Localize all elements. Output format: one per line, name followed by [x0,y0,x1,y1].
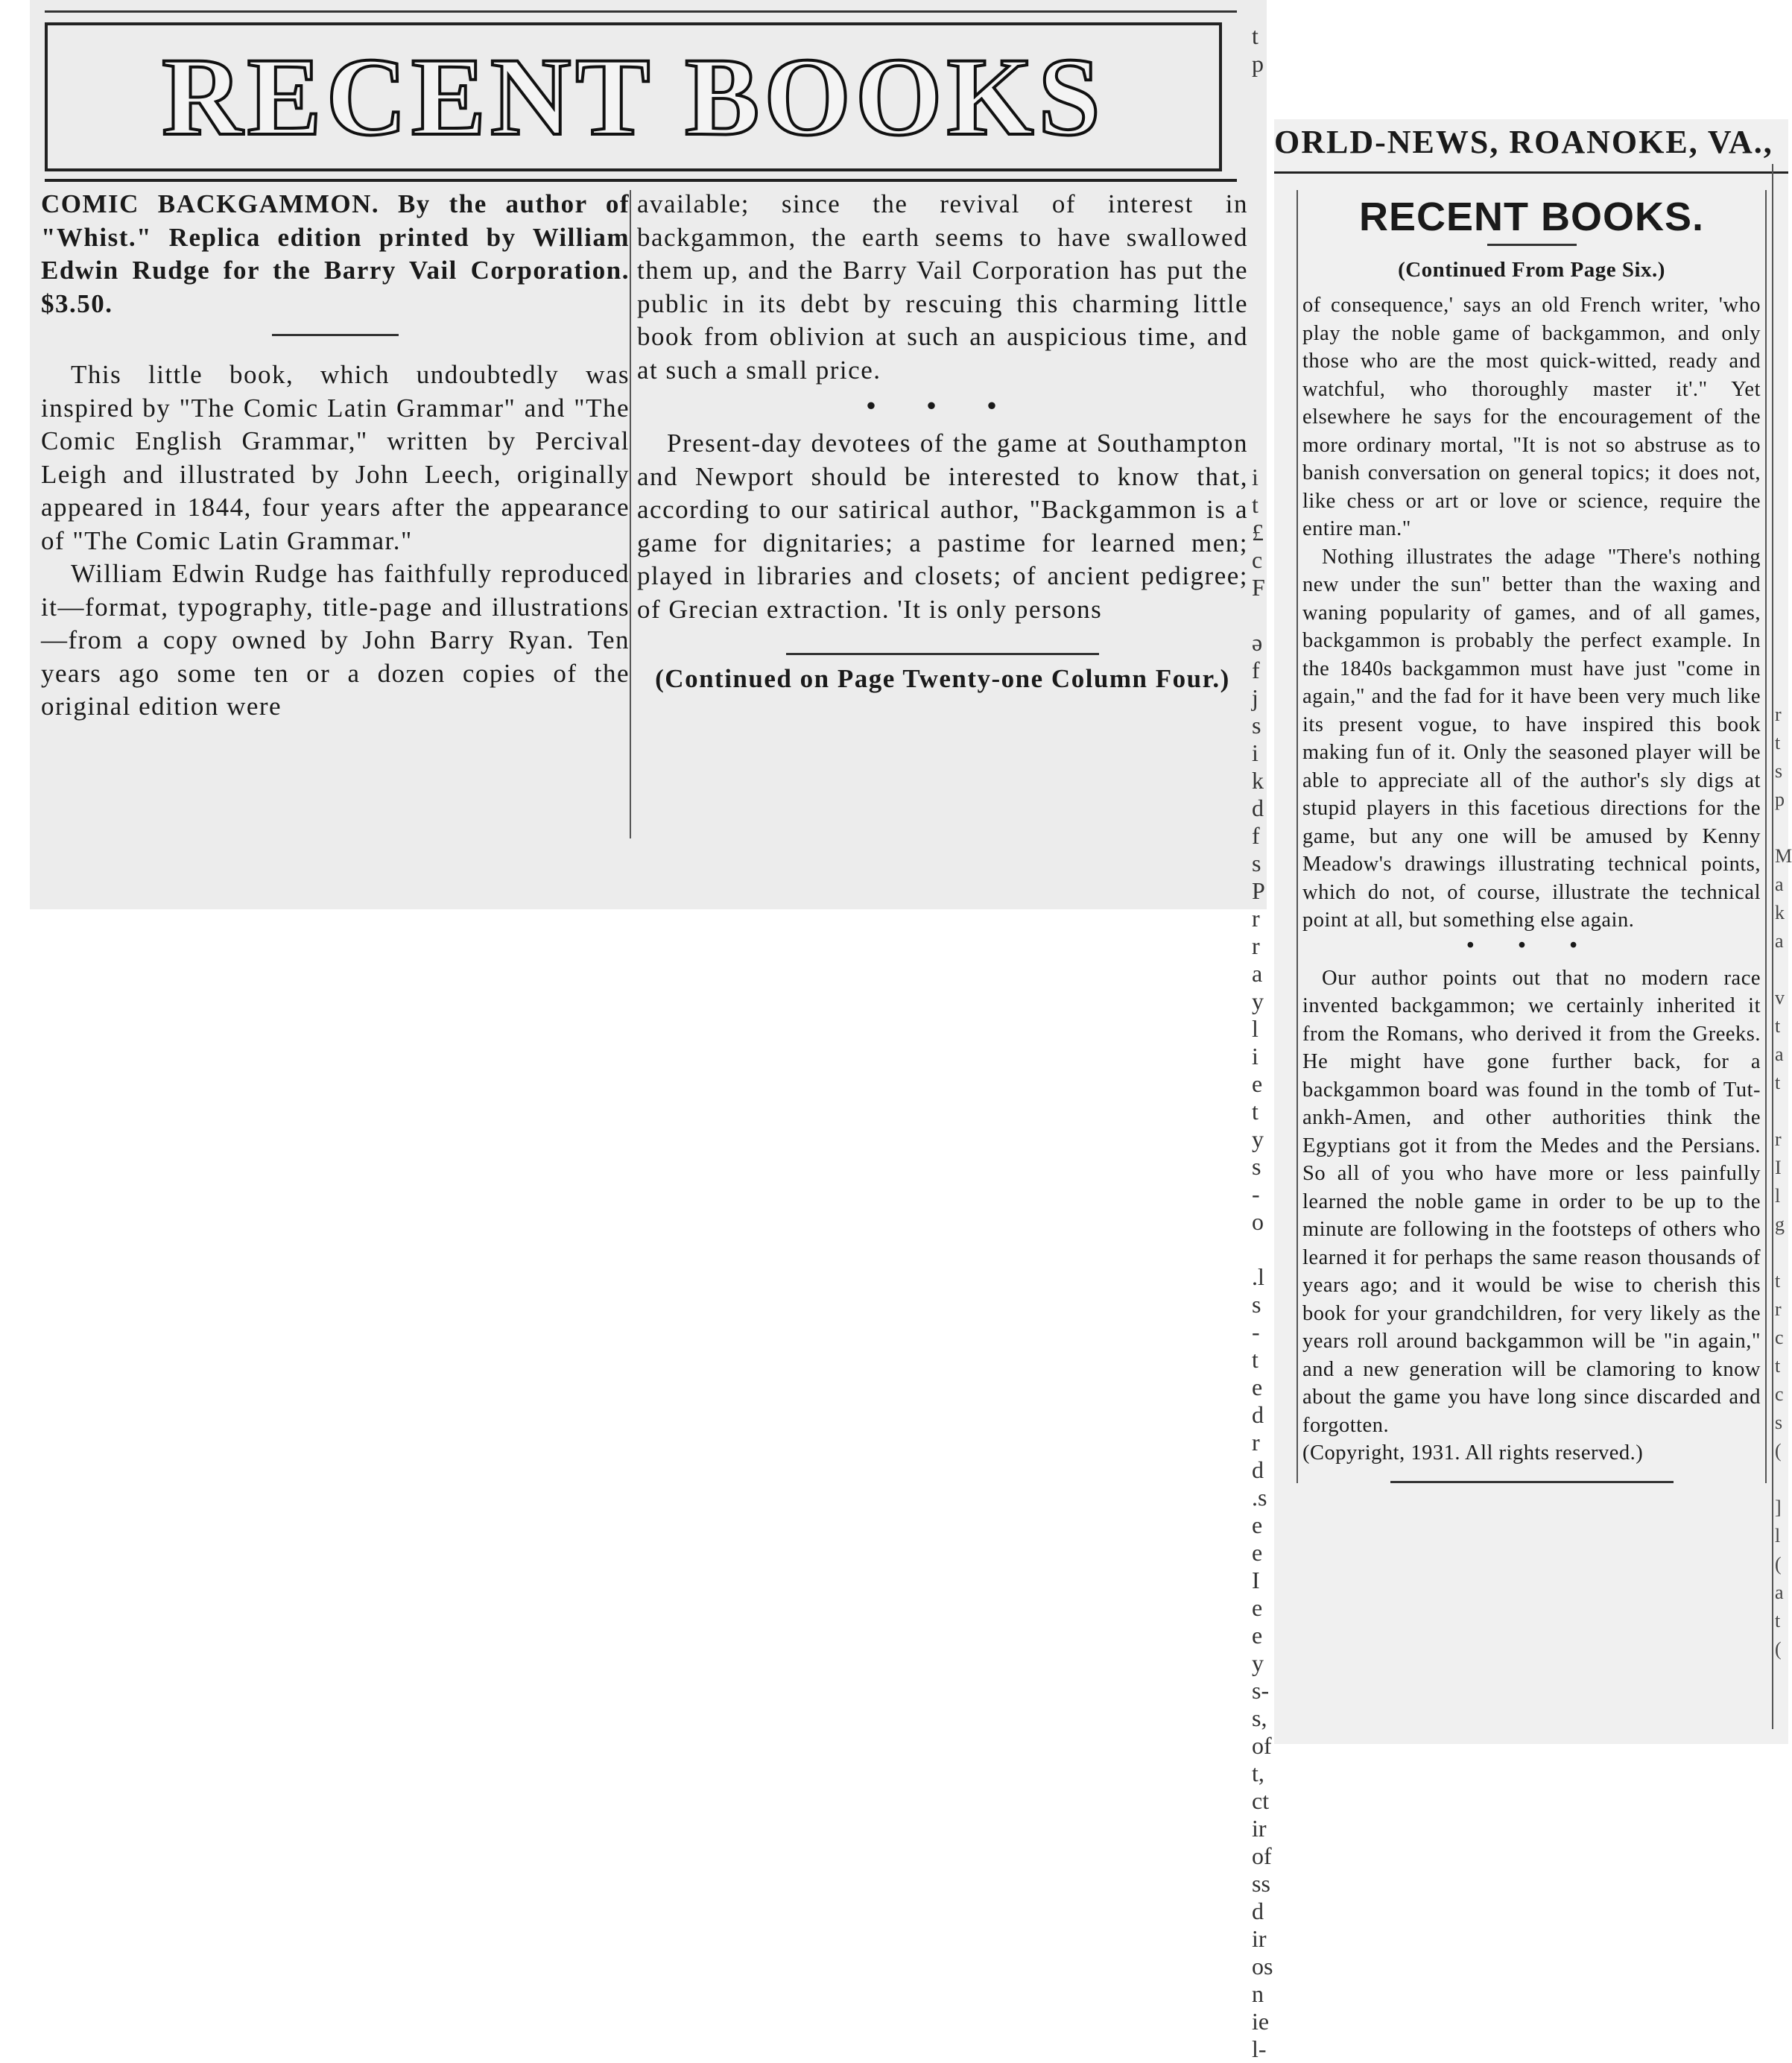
strip-letter [1252,436,1276,464]
edge-letter: ( [1775,1553,1782,1575]
strip-letter [1252,243,1276,271]
newspaper-masthead: ORLD-NEWS, ROANOKE, VA., [1274,124,1773,160]
strip-letter: of [1252,1732,1272,1759]
strip-letter: .s [1252,1484,1267,1511]
edge-letter: t [1775,732,1781,754]
top-rule [45,10,1237,13]
strip-letter: s- [1252,1677,1270,1704]
strip-letter: ə [1252,629,1263,656]
left-clipping [30,0,1267,909]
strip-letter [1252,353,1276,381]
paragraph: Present-day devotees of the game at Southampton and Newport should be interested to know that, according to our satirical author, "Backgammon is a game for dignitaries; a pastime for learned men; played in libraries and closets; of ancient pedigree; of Grecian extraction. 'It is only persons [637,429,1248,624]
neighbor-column-strip [1252,22,1276,2062]
edge-letter [1775,1465,1787,1494]
strip-letter: j [1252,684,1258,711]
strip-letter: a [1252,960,1263,987]
left-column-2 [637,188,1248,696]
banner-title: RECENT BOOKS [162,35,1105,159]
edge-letter: t [1775,1015,1781,1037]
edge-letter: s [1775,1412,1783,1433]
paragraph: William Edwin Rudge has faithfully reproduced it—format, typography, title-page and illustrations—from a copy owned by John Barry Ryan. Ten years ago some ten or a dozen copies of the original edition were [41,559,630,721]
banner-rule [45,179,1237,182]
paragraph: available; since the revival of interest in backgammon, the earth seems to have swallowed them up, and the Barry Vail Corporation has put the public in its debt by rescuing this charming little book from oblivion at such an auspicious time, and at such a small price. [637,189,1248,385]
right-clipping [1274,119,1792,1744]
edge-letter: l [1775,1185,1781,1207]
edge-letter [1775,1239,1787,1267]
edge-letter: g [1775,1213,1785,1235]
strip-letter: ir [1252,1815,1267,1842]
strip-letter: i [1252,739,1258,766]
strip-letter: c [1252,546,1263,573]
strip-letter: l [1252,1015,1258,1042]
strip-letter [1252,105,1276,133]
strip-letter: t [1252,1346,1258,1373]
strip-letter: e [1252,1374,1263,1400]
strip-letter: s [1252,1153,1261,1180]
strip-letter: - [1252,1181,1260,1207]
strip-letter: i [1252,1043,1258,1070]
strip-letter: y [1252,1125,1264,1152]
strip-letter: r [1252,1429,1260,1456]
paragraph: Nothing illustrates the adage "There's nothing new under the sun" better than the waxing and waning popularity of games, and of all games, backgammon is probably the perfect example. In the 1840s backgammon must have just "come in again," and the fad for it have been very much like its present vogue, to have inspired this book making fun of it. Only the seasoned player will be able to appreciate all of the author's sly digs at stupid players in this facetious directions for the game, but any one will be amused by Kenny Meadow's drawings illustrating technical points, which do not, of course, illustrate the technical point at all, but something else again. [1302,545,1761,932]
strip-letter: r [1252,932,1260,959]
left-column-1 [41,188,630,724]
strip-letter: s [1252,1291,1261,1318]
strip-letter: ss [1252,1870,1270,1897]
strip-letter: o [1252,1208,1264,1235]
strip-letter: k [1252,767,1264,794]
strip-letter [1252,133,1276,160]
edge-letter: c [1775,1383,1784,1405]
column-divider [630,190,631,838]
strip-letter: d [1252,1898,1264,1924]
continued-note: (Continued on Page Twenty-one Column Four.) [655,664,1230,693]
edge-letter: M [1775,845,1792,867]
copyright-line: (Copyright, 1931. All rights reserved.) [1302,1441,1644,1465]
edge-letter: r [1775,1128,1782,1150]
edge-letter: I [1775,1157,1782,1178]
strip-letter: t [1252,491,1258,518]
strip-letter: p [1252,50,1264,77]
edge-letter [1775,1097,1787,1125]
strip-letter: e [1252,1539,1263,1566]
strip-letter [1252,271,1276,298]
strip-letter [1252,1236,1276,1263]
strip-letter: s [1252,712,1261,739]
strip-letter: e [1252,1511,1263,1538]
strip-letter: s [1252,850,1261,876]
edge-letter: k [1775,902,1785,923]
strip-letter: I [1252,1567,1260,1593]
strip-letter [1252,215,1276,243]
strip-letter [1252,601,1276,629]
strip-letter: - [1252,1318,1260,1345]
continued-rule [786,653,1099,655]
paragraph: of consequence,' says an old French writer, 'who play the noble game of backgammon, and only those who are the most quick-witted, ready and watchful, who thoroughly master it'." Yet elsewhere he says for the encouragement of the more ordinary mortal, "It is not so abstruse as to banish conversation on general topics; it does not, like chess or art or love or science, require the entire man." [1302,294,1761,540]
strip-letter: £ [1252,519,1264,546]
strip-letter [1252,298,1276,326]
strip-letter: .l [1252,1263,1264,1290]
bottom-rule [1390,1481,1674,1483]
strip-letter [1252,326,1276,353]
strip-letter: ct [1252,1787,1270,1814]
strip-letter: ie [1252,2008,1270,2035]
strip-letter: y [1252,1649,1264,1676]
edge-letter: p [1775,789,1785,810]
strip-letter: f [1252,822,1260,849]
strip-letter: os [1252,1953,1273,1980]
book-heading: COMIC BACKGAMMON. By the author of "Whist." Replica edition printed by William Edwin Rudge for the Barry Vail Corporation. $3.50. [41,189,630,318]
strip-letter [1252,78,1276,105]
strip-letter: d [1252,1401,1264,1428]
strip-letter: f [1252,657,1260,683]
edge-letter: a [1775,1043,1784,1065]
strip-letter: t [1252,1098,1258,1125]
edge-letter: ( [1775,1638,1782,1660]
title-rule [1487,244,1577,246]
edge-letter: t [1775,1610,1781,1631]
strip-letter [1252,381,1276,408]
edge-letter [1775,955,1787,984]
edge-letter: ] [1775,1497,1782,1518]
strip-letter: d [1252,1456,1264,1483]
edge-letter: v [1775,987,1785,1008]
strip-letter: e [1252,1622,1263,1649]
paragraph: Our author points out that no modern race invented backgammon; we certainly inherited it from the Romans, who derived it from the Greeks. He might have gone further back, for a backgammon board was found in the tomb of Tut-ankh-Amen, and other authorities think the Egyptians got it from the Medes and the Persians. So all of you who have more or less painfully learned the noble game in order to be up to the minute are following in the footsteps of others who learned it for perhaps the same reason thousands of years ago; and it would be wise to cherish this book for your grandchildren, for very likely as the years roll around backgammon will be "in again," and a new generation will be clamoring to know about the game you have long since discarded and forgotten. [1302,966,1761,1437]
heading-rule [272,334,399,336]
edge-letter: c [1775,1327,1784,1348]
strip-letter: s, [1252,1705,1267,1731]
edge-letter: a [1775,873,1784,895]
strip-letter [1252,160,1276,188]
section-break-stars: • • • [866,391,1019,420]
strip-letter [1252,408,1276,436]
paragraph: This little book, which undoubtedly was inspired by "The Comic Latin Grammar" and "The Comic English Grammar," written by Percival Leigh and illustrated by John Leech, originally appeared in 1844, four years after the appearance of "The Comic Latin Grammar." [41,360,630,555]
edge-letter: t [1775,1072,1781,1093]
strip-letter: of [1252,1842,1272,1869]
strip-letter: P [1252,877,1265,904]
strip-letter: r [1252,905,1260,932]
edge-letter: a [1775,930,1784,952]
right-article-column [1296,190,1767,1483]
strip-letter: d [1252,794,1264,821]
edge-letter [1775,814,1787,842]
strip-letter: t [1252,22,1258,49]
edge-letter: a [1775,1582,1784,1603]
edge-letter: r [1775,1298,1782,1320]
edge-letter: t [1775,1270,1781,1292]
strip-letter [1252,188,1276,215]
strip-letter: y [1252,988,1264,1014]
edge-letter: t [1775,1355,1781,1377]
edge-letter: s [1775,760,1783,782]
section-break-stars: • • • [1466,933,1597,957]
adjacent-column-letters [1775,701,1792,1664]
strip-letter: e [1252,1594,1263,1621]
masthead-rule [1274,171,1788,174]
strip-letter: n [1252,1980,1264,2007]
edge-letter: ( [1775,1440,1782,1462]
article-subtitle: (Continued From Page Six.) [1398,257,1665,282]
banner-box [45,22,1222,171]
strip-letter: F [1252,574,1265,601]
edge-letter: l [1775,1525,1781,1547]
strip-letter: e [1252,1070,1263,1097]
strip-letter: l- [1252,2035,1267,2062]
strip-letter: ir [1252,1925,1267,1952]
article-title: RECENT BOOKS. [1358,195,1705,239]
strip-letter: i [1252,464,1258,490]
strip-letter: t, [1252,1760,1264,1786]
edge-letter: r [1775,704,1782,725]
